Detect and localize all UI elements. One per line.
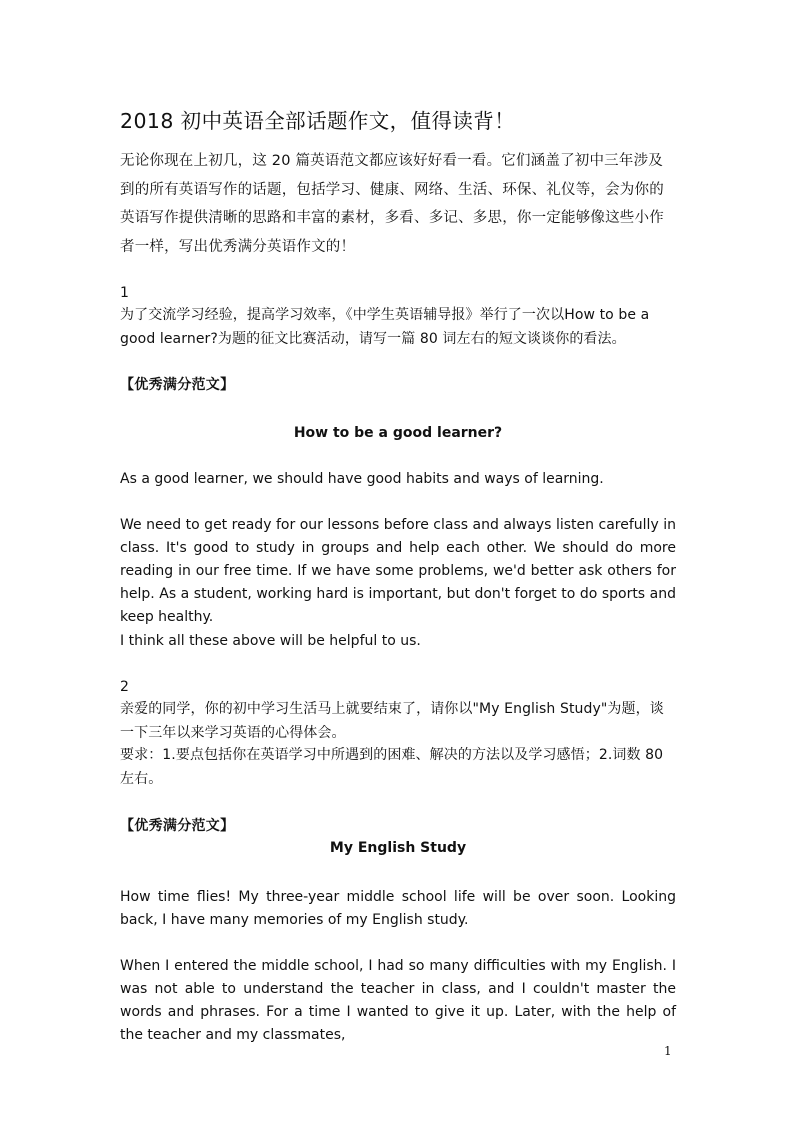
section-1-header: 【优秀满分范文】 (120, 377, 235, 393)
section-1-paragraph-3: I think all these above will be helpful to us. (120, 633, 421, 649)
section-2-number: 2 (120, 679, 129, 695)
section-2-essay-title: My English Study (329, 840, 467, 856)
page-number: 1 (664, 1044, 672, 1058)
document-title: 2018 初中英语全部话题作文，值得读背！ (120, 109, 516, 133)
section-2-paragraph-1: How time flies! My three-year middle school life will be over soon. Looking back, I have many memories of my English study. (120, 889, 676, 928)
intro-paragraph: 无论你现在上初几，这 20 篇英语范文都应该好好看一看。它们涵盖了初中三年涉及到的所有英语写作的话题，包括学习、健康、网络、生活、环保、礼仪等，会为你的英语写作提供清晰的思路和丰富的素材，多看、多记、多思，你一定能够像这些小作者一样，写出优秀满分英语作文的！ (120, 153, 664, 255)
section-1-paragraph-1: As a good learner, we should have good habits and ways of learning. (120, 471, 604, 487)
section-2-requirement: 要求：1.要点包括你在英语学习中所遇到的困难、解决的方法以及学习感悟；2.词数 80 左右。 (120, 747, 664, 787)
section-1-essay-title: How to be a good learner? (293, 425, 503, 441)
section-2-prompt: 亲爱的同学，你的初中学习生活马上就要结束了，请你以"My English Study"为题，谈一下三年以来学习英语的心得体会。 (120, 701, 664, 741)
section-2-header: 【优秀满分范文】 (120, 818, 235, 834)
section-2-paragraph-2: When I entered the middle school, I had so many difficulties with my English. I was not able to understand the teacher in class, and I couldn't master the words and phrases. For a time I wanted to give it up. Later, with the help of the teacher and my classmates, (120, 958, 676, 1043)
section-1-number: 1 (120, 285, 129, 301)
section-1-prompt: 为了交流学习经验，提高学习效率，《中学生英语辅导报》举行了一次以How to be a good learner?为题的征文比赛活动，请写一篇 80 词左右的短文谈谈你的看法。 (120, 307, 650, 347)
section-1-paragraph-2: We need to get ready for our lessons before class and always listen carefully in class. It's good to study in groups and help each other. We should do more reading in our free time. If we have some problems, we'd better ask others for help. As a student, working hard is important, but don't forget to do sports and keep healthy. (120, 517, 676, 625)
